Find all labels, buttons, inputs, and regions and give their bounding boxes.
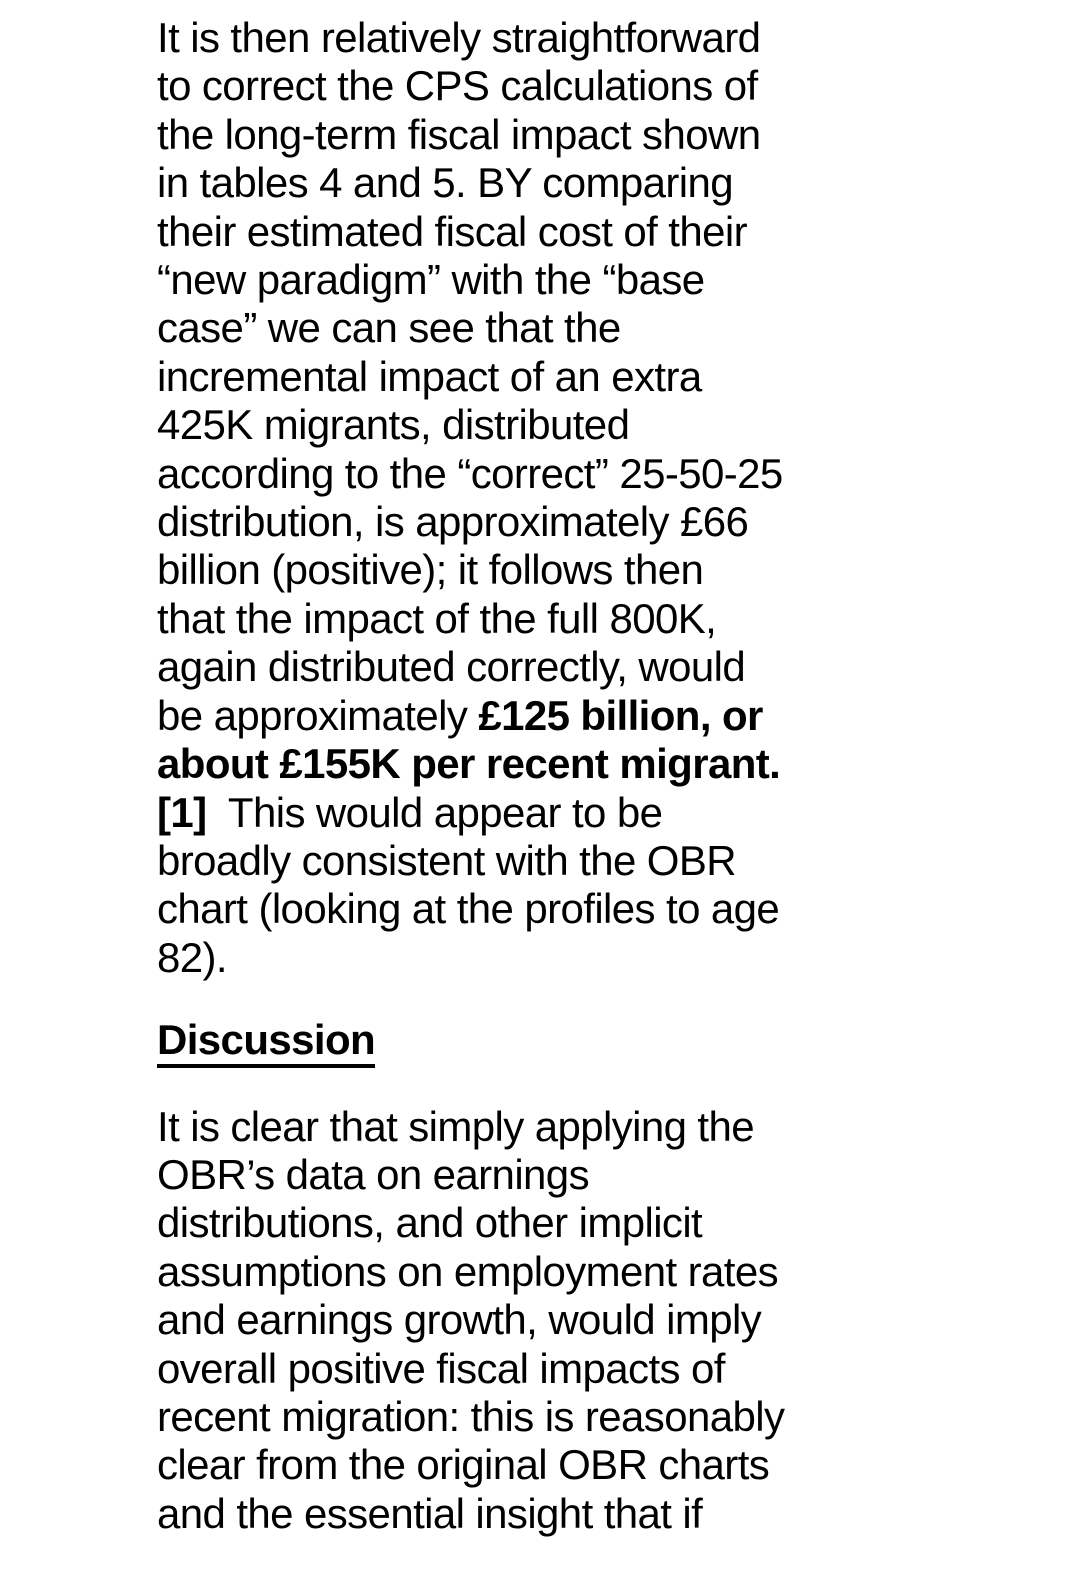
text-line [157,1393,867,1441]
text-line [157,692,867,740]
text-line [157,111,867,159]
bold-text-segment: [1] [157,788,207,836]
text-segment: distributions, and other implicit [157,1199,703,1247]
text-line [157,62,867,110]
text-segment: billion (positive); it follows then [157,546,704,594]
text-line [157,885,867,933]
article-body [157,14,867,1572]
text-line [157,740,867,788]
text-line [157,256,867,304]
text-line [157,401,867,449]
text-line [157,159,867,207]
text-segment: to correct the CPS calculations of [157,62,758,110]
section-heading-text: Discussion [157,1016,375,1068]
text-line [157,789,867,837]
text-line [157,450,867,498]
text-line [157,1199,867,1247]
text-line [157,595,867,643]
text-segment: according to the “correct” 25-50-25 [157,449,783,497]
text-line [157,304,867,352]
text-line [157,208,867,256]
text-segment: be approximately [157,691,479,739]
text-line [157,1441,867,1489]
text-line [157,1296,867,1344]
text-segment: assumptions on employment rates [157,1247,779,1295]
text-line [157,643,867,691]
paragraph-fiscal-impact [157,14,867,982]
text-segment: chart (looking at the profiles to age [157,885,780,933]
text-line [157,1151,867,1199]
text-segment: “new paradigm” with the “base [157,256,705,304]
text-line [157,1490,867,1538]
text-segment: OBR’s data on earnings [157,1150,589,1198]
text-segment: It is clear that simply applying the [157,1102,755,1150]
text-line [157,353,867,401]
text-line [157,837,867,885]
text-segment: It is then relatively straightforward [157,14,761,61]
text-segment: recent migration: this is reasonably [157,1392,785,1440]
text-segment: 425K migrants, distributed [157,401,630,449]
bold-text-segment: about £155K per recent migrant. [157,740,781,788]
text-line [157,1345,867,1393]
text-segment: case” we can see that the [157,304,621,352]
text-segment: 82). [157,933,227,981]
text-segment: that the impact of the full 800K, [157,594,717,642]
text-segment: and the essential insight that if [157,1489,703,1537]
text-segment: clear from the original OBR charts [157,1441,770,1489]
text-segment: incremental impact of an extra [157,352,702,400]
text-segment: and earnings growth, would imply [157,1296,762,1344]
text-segment: the long-term fiscal impact shown [157,110,761,158]
text-segment: This would appear to be [206,788,663,836]
text-segment: again distributed correctly, would [157,643,746,691]
text-line [157,1103,867,1151]
text-segment: in tables 4 and 5. BY comparing [157,159,734,207]
text-segment: broadly consistent with the OBR [157,836,737,884]
text-segment: distribution, is approximately £66 [157,498,749,546]
text-segment: their estimated fiscal cost of their [157,207,747,255]
section-heading [157,1016,867,1064]
text-line [157,934,867,982]
text-line [157,1248,867,1296]
text-line [157,498,867,546]
paragraph-discussion [157,1103,867,1539]
text-segment: overall positive fiscal impacts of [157,1344,725,1392]
bold-text-segment: £125 billion, or [478,691,763,739]
text-line [157,14,867,62]
text-line [157,546,867,594]
